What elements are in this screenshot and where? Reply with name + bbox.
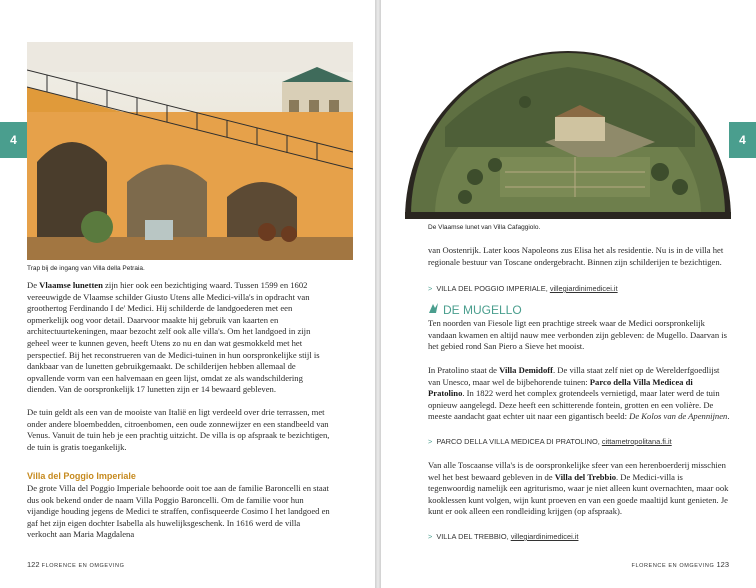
footer-right [631, 560, 729, 569]
paragraph-mugello: Ten noorden van Fiesole ligt een prachtige streek waar de Medici oorspronkelijk vandaan kwamen en altijd nauw mee verbonden zijn gebleven: de Mugello. Daarvan is het gebied rond San Piero a Sieve het mooist. [428, 318, 728, 352]
paragraph-villa-trebbio: Van alle Toscaanse villa's is de oorspronkelijke sfeer van een herenboerderij misschien wel het best bewaard gebleven in de Villa del Trebbio. De Medici-villa is tegenwoordig namelijk een agriturismo, waar je niet alleen kunt overnachten, maar ook kooklessen kunt volgen, wijn kunt proeven en van een goede maaltijd kunt genieten. Je kunt er ook alleen een rondleiding krijgen (op afspraak). [428, 460, 729, 517]
page-number-left: 122 [27, 560, 40, 569]
chapter-tab-right: 4 [729, 122, 756, 158]
link-trebbio[interactable]: > VILLA DEL TREBBIO, villegiardinimedicei.it [428, 532, 579, 541]
running-title-right: FLORENCE EN OMGEVING [631, 563, 715, 569]
paragraph-poggio-imperiale: De grote Villa del Poggio Imperiale behoorde ooit toe aan de familie Baroncelli en staat dus ook bekend onder de naam Villa Poggio Baroncelli. Om de familie voor hun vijandige houding jegens de Medici te straffen, confisqueerde Cosimo I het landgoed en gaf het zijn eigen dochter Isabella als huwelijksgeschenk. In 1616 werd de villa verkocht aan Maria Magdalena [27, 483, 330, 540]
arrow-icon: > [428, 532, 433, 541]
paragraph-oostenrijk: van Oostenrijk. Later koos Napoleons zus Elisa het als residentie. Nu is in de villa het regionale bestuur van Toscane ondergebracht. Binnen zijn schilderijen te bezichtigen. [428, 245, 724, 267]
arrow-icon: > [428, 284, 433, 293]
page-number-right: 123 [716, 560, 729, 569]
leaf-icon [428, 302, 439, 317]
running-title-left: FLORENCE EN OMGEVING [41, 563, 125, 569]
arrow-icon: > [428, 437, 433, 446]
chapter-tab-left: 4 [0, 122, 27, 158]
footer-left [27, 560, 125, 569]
paragraph-villa-demidoff: In Pratolino staat de Villa Demidoff. De villa staat zelf niet op de Werelderfgoedlijst van Unesco, maar wel de bijbehorende tuinen: Parco della Villa Medicea di Pratolino. In 1822 werd het complex grotendeels vernietigd, maar later werd de tuin opnieuw aangelegd. Deze heeft een schitterende fontein, grotten en een volière. De meeste aandacht gaat echter uit naar een gigantisch beeld: De Kolos van de Apennijnen. [428, 365, 730, 422]
photo-caption: Trap bij de ingang van Villa della Petraia. [27, 265, 145, 272]
paragraph-lunetten: De Vlaamse lunetten zijn hier ook een bezichtiging waard. Tussen 1599 en 1602 vereeuwigde de Vlaamse schilder Giusto Utens alle Medici-villa's in opdracht van groothertog Ferdinando I de' Medici. Hij schilderde de landgoederen met een opmerkelijk oog voor detail. Daarvoor maakte hij gebruik van kaarten en architectuurtekeningen, maar bezocht zelf ook alle villa's. Om het landgoed in zijn geheel weer te kunnen geven, heeft Utens zo nu en dan wat gesmokkeld met het perspectief. Bij het reconstrueren van de Medici-tuinen in hun oorspronkelijke stijl is dankbaar van de lunetten gebruikgemaakt. De schilderijen hebben allemaal de opvallende vorm van een halvemaan en geen lijst, omdat ze als wandschildering dienden. Van de oorspronkelijk 17 lunetten zijn er 14 bewaard gebleven. [27, 280, 320, 395]
lunette-caption: De Vlaamse lunet van Villa Cafaggiolo. [428, 224, 541, 231]
link-pratolino[interactable]: > PARCO DELLA VILLA MEDICEA DI PRATOLINO, cittametropolitana.fi.it [428, 437, 672, 446]
paragraph-tuin: De tuin geldt als een van de mooiste van Italië en ligt verdeeld over drie terrassen, met onder andere bloembedden, citroenbomen, een oude zonnewijzer en een standbeeld van Venus. Vanuit de tuin heb je een prachtig uitzicht. De villa is op afspraak te bezichtigen, de tuin is gratis toegankelijk. [27, 407, 330, 452]
lunette-painting [405, 47, 731, 219]
villa-petraia-photo [27, 42, 353, 260]
section-heading-mugello: DE MUGELLO [428, 302, 522, 317]
link-poggio-imperiale[interactable]: > VILLA DEL POGGIO IMPERIALE, villegiardinimedicei.it [428, 284, 618, 293]
subhead-poggio-imperiale: Villa del Poggio Imperiale [27, 471, 136, 481]
